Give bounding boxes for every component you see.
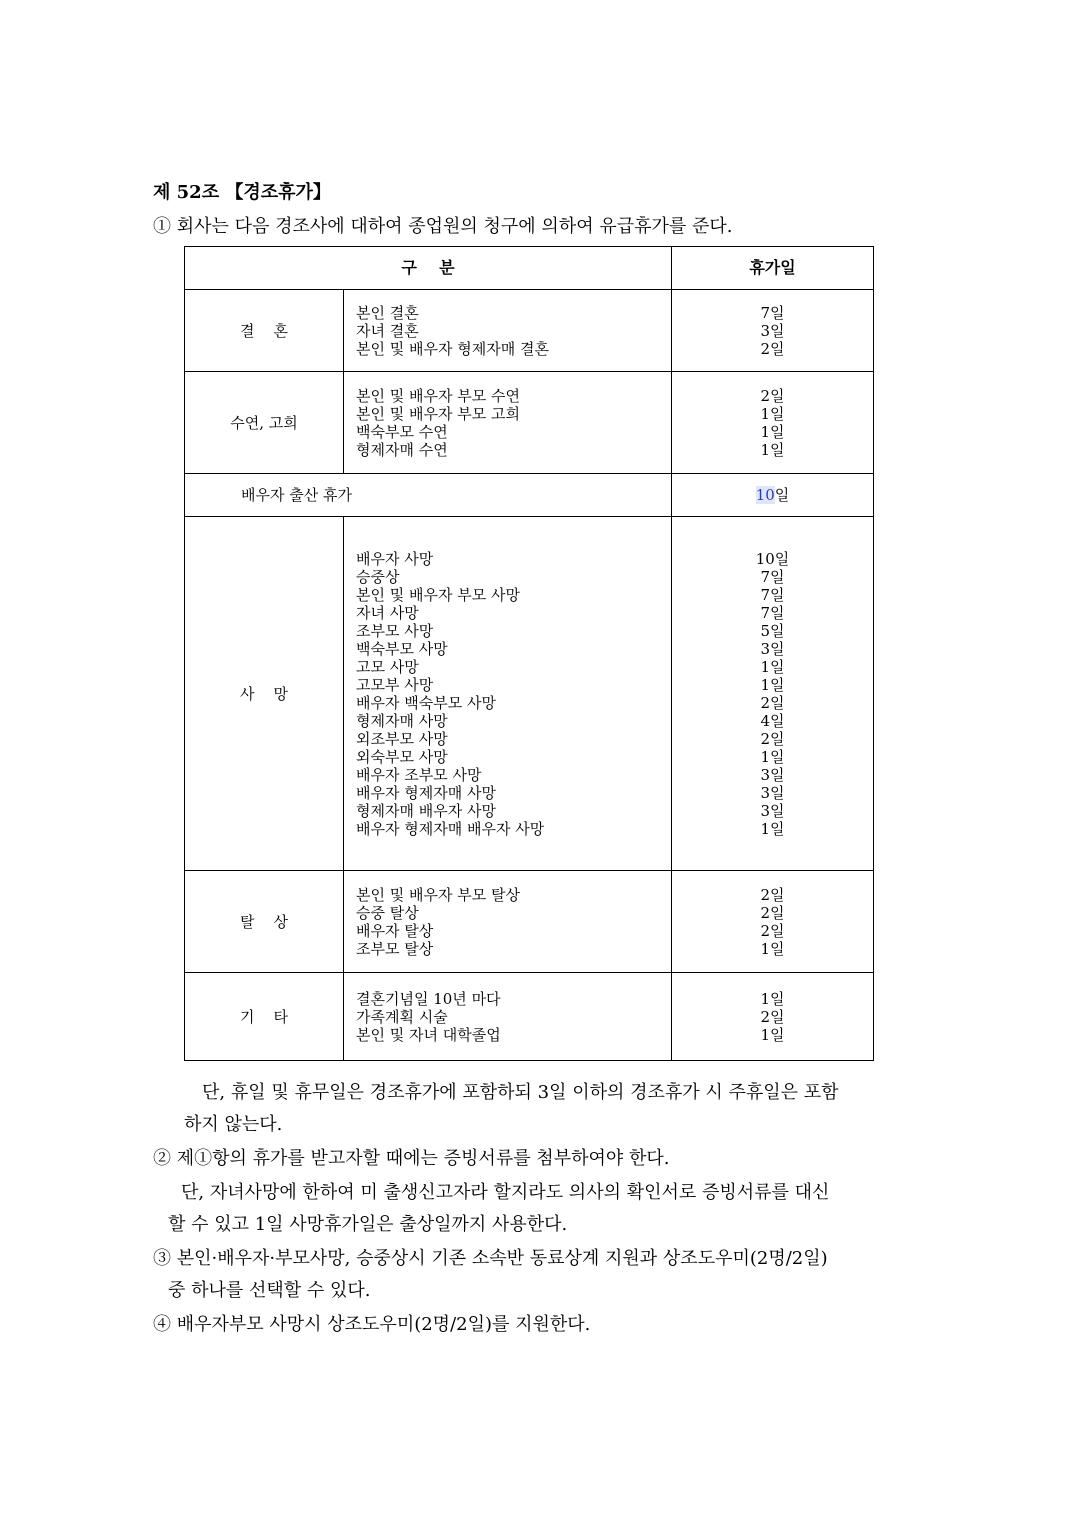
table-row bbox=[185, 517, 874, 871]
list-item: 조부모 탈상 bbox=[356, 939, 434, 958]
days-value: 1일 bbox=[760, 675, 785, 694]
days-value: 1일 bbox=[760, 989, 785, 1008]
days-value: 2일 bbox=[760, 693, 785, 712]
days-cell bbox=[672, 290, 874, 372]
days-value: 4일 bbox=[760, 711, 785, 730]
days-value: 2일 bbox=[760, 921, 785, 940]
days-value: 1일 bbox=[760, 1025, 785, 1044]
days-cell bbox=[672, 871, 874, 973]
days-value: 1일 bbox=[760, 404, 785, 423]
category-cell: 탈 상 bbox=[185, 871, 344, 973]
list-item: 자녀 결혼 bbox=[356, 321, 419, 340]
days-unit: 일 bbox=[774, 486, 790, 504]
days-value: 2일 bbox=[760, 1007, 785, 1026]
list-item: 백숙부모 사망 bbox=[356, 639, 448, 658]
list-item: 형제자매 배우자 사망 bbox=[356, 801, 496, 820]
table-header-row bbox=[185, 247, 874, 290]
list-item: 본인 및 배우자 부모 수연 bbox=[356, 386, 520, 405]
list-item: 조부모 사망 bbox=[356, 621, 434, 640]
days-value: 1일 bbox=[760, 747, 785, 766]
days-value: 2일 bbox=[760, 885, 785, 904]
days-value: 5일 bbox=[760, 621, 785, 640]
paragraph-3-line-1: ③ 본인·배우자·부모사망, 승중상시 기존 소속반 동료상계 지원과 상조도우미(2명/2일) bbox=[153, 1248, 828, 1269]
items-cell bbox=[344, 871, 672, 973]
days-value: 3일 bbox=[760, 639, 785, 658]
list-item: 자녀 사망 bbox=[356, 603, 419, 622]
days-value: 7일 bbox=[760, 603, 785, 622]
list-item: 본인 및 배우자 부모 탈상 bbox=[356, 885, 520, 904]
list-item: 백숙부모 수연 bbox=[356, 422, 448, 441]
list-item: 외조부모 사망 bbox=[356, 729, 448, 748]
days-value: 2일 bbox=[760, 339, 785, 358]
days-cell bbox=[672, 517, 874, 871]
days-value: 1일 bbox=[760, 657, 785, 676]
table-row bbox=[185, 372, 874, 474]
items-cell bbox=[344, 517, 672, 871]
paragraph-2: ② 제①항의 휴가를 받고자할 때에는 증빙서류를 첨부하여야 한다. bbox=[153, 1148, 670, 1169]
table-row bbox=[185, 973, 874, 1061]
days-value: 2일 bbox=[760, 729, 785, 748]
list-item: 배우자 형제자매 사망 bbox=[356, 783, 496, 802]
list-item: 승중상 bbox=[356, 567, 400, 586]
list-item: 외숙부모 사망 bbox=[356, 747, 448, 766]
header-days: 휴가일 bbox=[672, 247, 874, 290]
days-value: 2일 bbox=[760, 903, 785, 922]
note-1-line-2: 하지 않는다. bbox=[184, 1114, 283, 1135]
days-value: 3일 bbox=[760, 783, 785, 802]
days-cell bbox=[672, 474, 874, 517]
list-item: 고모 사망 bbox=[356, 657, 419, 676]
days-value: 10일 bbox=[755, 549, 790, 568]
category-cell: 사 망 bbox=[185, 517, 344, 871]
days-value: 3일 bbox=[760, 321, 785, 340]
leave-table bbox=[184, 246, 874, 1061]
note-2-line-1: 단, 자녀사망에 한하여 미 출생신고자라 할지라도 의사의 확인서로 증빙서류를 대신 bbox=[181, 1182, 830, 1203]
days-number: 10 bbox=[755, 486, 775, 504]
days-value: 1일 bbox=[760, 422, 785, 441]
items-cell bbox=[344, 973, 672, 1061]
days-cell bbox=[672, 372, 874, 474]
paragraph-1: ① 회사는 다음 경조사에 대하여 종업원의 청구에 의하여 유급휴가를 준다. bbox=[153, 216, 733, 237]
list-item: 가족계획 시술 bbox=[356, 1007, 448, 1026]
days-value: 1일 bbox=[760, 819, 785, 838]
note-1-line-1: 단, 휴일 및 휴무일은 경조휴가에 포함하되 3일 이하의 경조휴가 시 주휴일은 포함 bbox=[202, 1082, 839, 1103]
list-item: 본인 및 자녀 대학졸업 bbox=[356, 1025, 501, 1044]
list-item: 승중 탈상 bbox=[356, 903, 419, 922]
list-item: 배우자 사망 bbox=[356, 549, 434, 568]
days-value: 2일 bbox=[760, 386, 785, 405]
header-category: 구 분 bbox=[185, 247, 672, 290]
category-cell: 배우자 출산 휴가 bbox=[185, 474, 672, 517]
days-cell bbox=[672, 973, 874, 1061]
days-value: 1일 bbox=[760, 440, 785, 459]
category-cell: 결 혼 bbox=[185, 290, 344, 372]
table-row bbox=[185, 474, 874, 517]
list-item: 본인 및 배우자 형제자매 결혼 bbox=[356, 339, 549, 358]
list-item: 형제자매 사망 bbox=[356, 711, 448, 730]
days-value: 1일 bbox=[760, 939, 785, 958]
items-cell bbox=[344, 372, 672, 474]
list-item: 배우자 조부모 사망 bbox=[356, 765, 482, 784]
items-cell bbox=[344, 290, 672, 372]
days-value: 7일 bbox=[760, 567, 785, 586]
list-item: 결혼기념일 10년 마다 bbox=[356, 989, 501, 1008]
note-2-line-2: 할 수 있고 1일 사망휴가일은 출상일까지 사용한다. bbox=[168, 1214, 568, 1235]
days-value: 7일 bbox=[760, 585, 785, 604]
list-item: 배우자 백숙부모 사망 bbox=[356, 693, 496, 712]
days-value: 7일 bbox=[760, 303, 785, 322]
list-item: 본인 및 배우자 부모 사망 bbox=[356, 585, 520, 604]
days-value: 3일 bbox=[760, 765, 785, 784]
list-item: 고모부 사망 bbox=[356, 675, 434, 694]
paragraph-4: ④ 배우자부모 사망시 상조도우미(2명/2일)를 지원한다. bbox=[153, 1314, 591, 1335]
list-item: 본인 및 배우자 부모 고희 bbox=[356, 404, 520, 423]
category-cell: 수연, 고희 bbox=[185, 372, 344, 474]
list-item: 형제자매 수연 bbox=[356, 440, 448, 459]
list-item: 배우자 형제자매 배우자 사망 bbox=[356, 819, 545, 838]
days-value: 3일 bbox=[760, 801, 785, 820]
list-item: 배우자 탈상 bbox=[356, 921, 434, 940]
category-cell: 기 타 bbox=[185, 973, 344, 1061]
table-row bbox=[185, 871, 874, 973]
list-item: 본인 결혼 bbox=[356, 303, 419, 322]
table-row bbox=[185, 290, 874, 372]
paragraph-3-line-2: 중 하나를 선택할 수 있다. bbox=[168, 1280, 371, 1301]
article-title: 제 52조 【경조휴가】 bbox=[153, 182, 331, 203]
